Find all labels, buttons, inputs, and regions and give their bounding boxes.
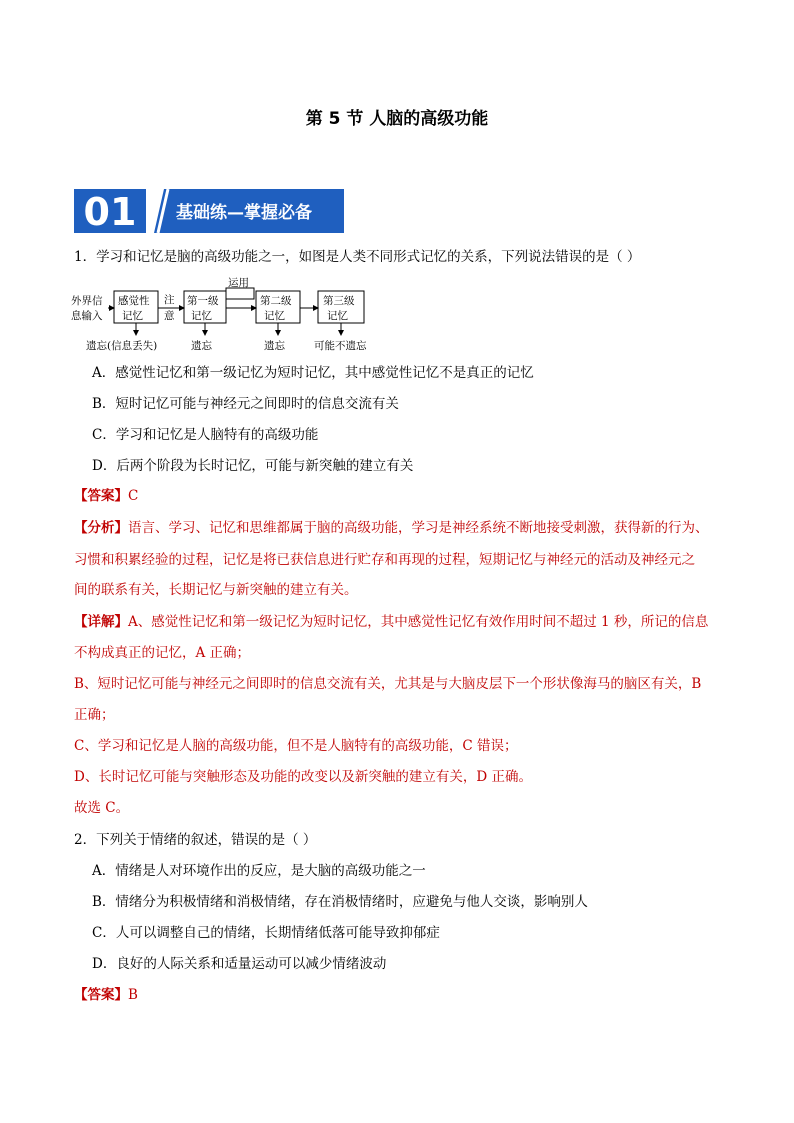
q1-option-d: D．后两个阶段为长时记忆，可能与新突触的建立有关: [92, 458, 414, 474]
banner-text: 基础练—掌握必备: [176, 203, 312, 223]
diagram-forget-2: 遗忘: [191, 340, 212, 352]
box4-bottom: 记忆: [327, 310, 348, 322]
q1-stem: 1．学习和记忆是脑的高级功能之一，如图是人类不同形式记忆的关系，下列说法错误的是（ ）: [74, 249, 641, 265]
diagram-input-bottom: 息输入: [71, 310, 103, 322]
page-title: 第 5 节 人脑的高级功能: [305, 109, 489, 129]
box3-bottom: 记忆: [264, 310, 285, 322]
q1-option-a: A．感觉性记忆和第一级记忆为短时记忆，其中感觉性记忆不是真正的记忆: [92, 365, 534, 381]
box1-top: 感觉性: [118, 295, 150, 307]
answer-value: C: [128, 488, 139, 504]
q2-option-d: D．良好的人际关系和适量运动可以减少情绪波动: [92, 956, 387, 972]
q1-detail-1: 【详解】A、感觉性记忆和第一级记忆为短时记忆，其中感觉性记忆有效作用时间不超过 1 秒，所记的信息: [74, 614, 709, 630]
detail-tag: 【详解】: [74, 614, 128, 630]
memory-diagram: [70, 277, 380, 355]
banner-number: 01: [83, 190, 137, 233]
box4-top: 第三级: [323, 295, 355, 307]
q2-option-a: A．情绪是人对环境作出的反应，是大脑的高级功能之一: [92, 863, 426, 879]
q1-detail-5: C、学习和记忆是人脑的高级功能，但不是人脑特有的高级功能，C 错误；: [74, 738, 518, 754]
diagram-use: 运用: [228, 277, 249, 289]
q1-analysis-2: 习惯和积累经验的过程，记忆是将已获信息进行贮存和再现的过程，短期记忆与神经元的活动及神经元之: [74, 552, 695, 568]
q1-option-c: C．学习和记忆是人脑特有的高级功能: [92, 427, 319, 443]
q1-analysis-3: 间的联系有关，长期记忆与新突触的建立有关。: [74, 582, 358, 598]
q2-answer: [74, 985, 138, 1005]
section-banner: [74, 189, 344, 233]
analysis-tag: 【分析】: [74, 520, 128, 536]
box3-top: 第二级: [260, 295, 292, 307]
answer-value: B: [128, 987, 138, 1003]
attn-bottom: 意: [164, 310, 175, 322]
box2-top: 第一级: [187, 295, 219, 307]
box2-bottom: 记忆: [191, 310, 212, 322]
q2-option-b: B．情绪分为积极情绪和消极情绪，存在消极情绪时，应避免与他人交谈，影响别人: [92, 894, 588, 910]
answer-tag: 【答案】: [74, 987, 128, 1003]
diagram-forget-3: 遗忘: [264, 340, 285, 352]
q1-detail-2: 不构成真正的记忆，A 正确；: [74, 645, 251, 661]
q1-detail-4: 正确；: [74, 707, 115, 723]
box1-bottom: 记忆: [122, 310, 143, 322]
attn-top: 注: [164, 294, 175, 306]
q1-option-b: B．短时记忆可能与神经元之间即时的信息交流有关: [92, 396, 399, 412]
diagram-forget-1: 遗忘(信息丢失): [86, 340, 158, 352]
q1-detail-3: B、短时记忆可能与神经元之间即时的信息交流有关，尤其是与大脑皮层下一个形状像海马的脑区有关，B: [74, 676, 702, 692]
diagram-input-top: 外界信: [71, 295, 103, 307]
q1-detail-6: D、长时记忆可能与突触形态及功能的改变以及新突触的建立有关，D 正确。: [74, 769, 532, 785]
diagram-never-forget: 可能不遗忘: [314, 340, 367, 352]
q1-analysis-1: 【分析】语言、学习、记忆和思维都属于脑的高级功能，学习是神经系统不断地接受刺激，获得新的行为、: [74, 520, 709, 536]
q1-answer: [74, 486, 138, 506]
answer-tag: 【答案】: [74, 488, 128, 504]
q1-detail-7: 故选 C。: [74, 800, 130, 816]
q2-option-c: C．人可以调整自己的情绪，长期情绪低落可能导致抑郁症: [92, 925, 440, 941]
q2-stem: 2．下列关于情绪的叙述，错误的是（ ）: [74, 832, 317, 848]
